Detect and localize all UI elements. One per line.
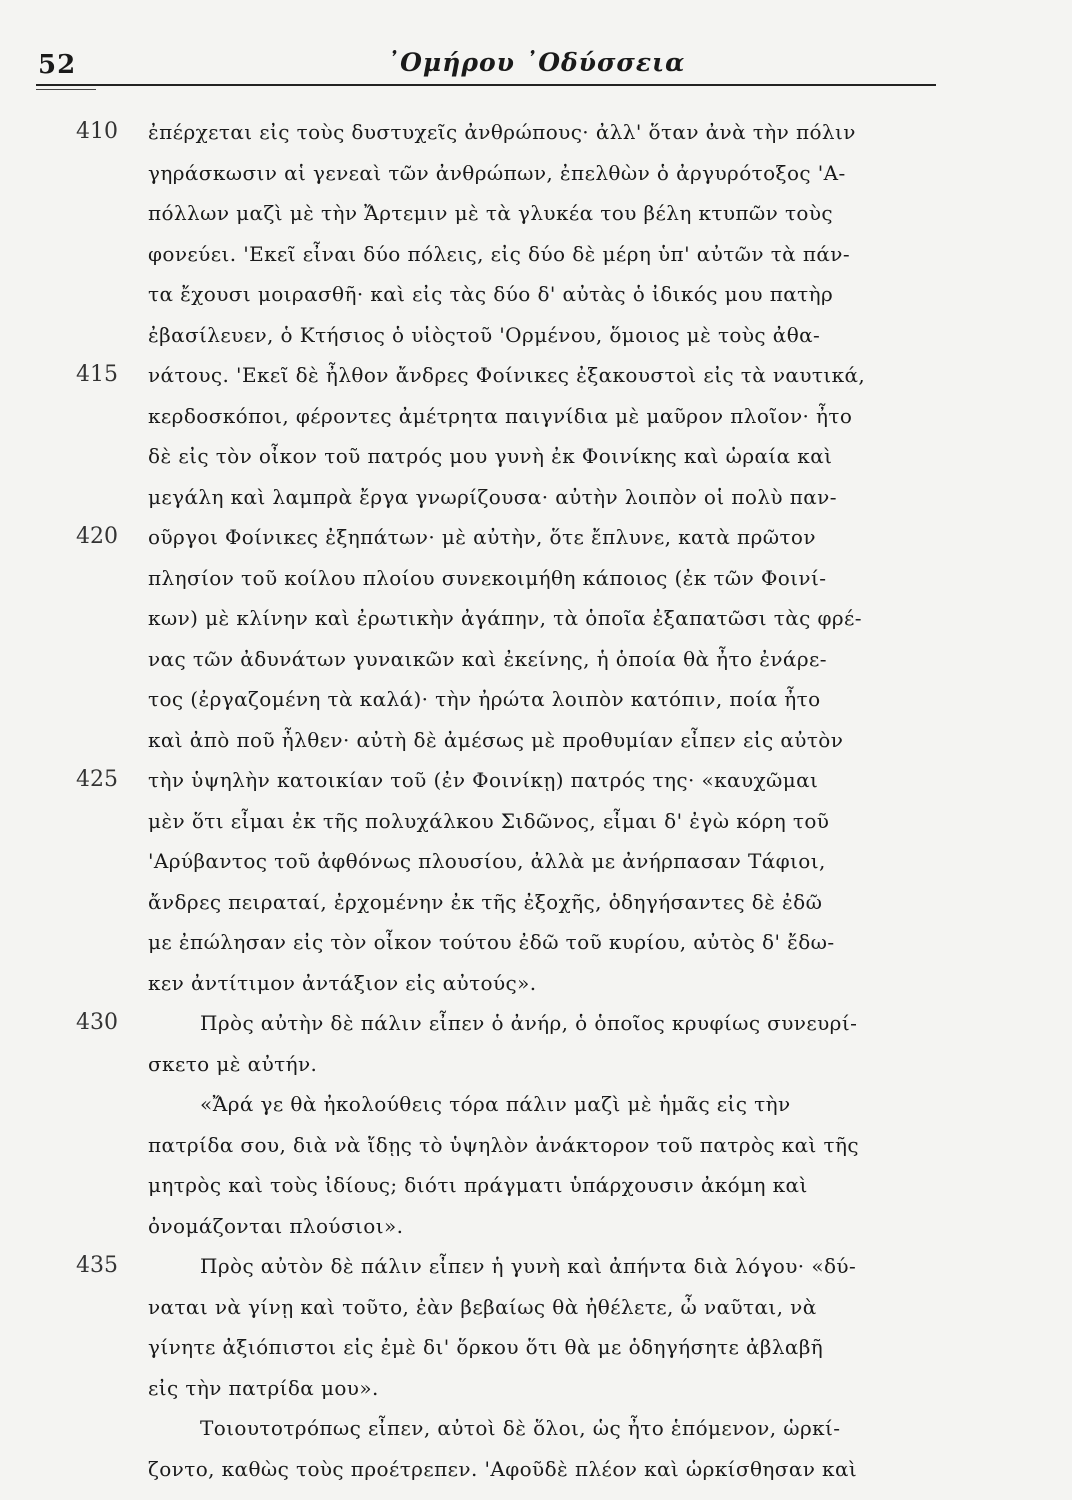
line-text: πλησίον τοῦ κοίλου πλοίου συνεκοιμήθη κάποιος (ἐκ τῶν Φοινί- bbox=[148, 565, 827, 590]
text-line bbox=[0, 882, 1072, 923]
text-line bbox=[0, 558, 1072, 599]
line-number: 410 bbox=[76, 119, 118, 144]
text-line bbox=[0, 1368, 1072, 1409]
line-text: τος (ἐργαζομένη τὰ καλά)· τὴν ἠρώτα λοιπὸν κατόπιν, ποία ἦτο bbox=[148, 687, 821, 711]
text-line bbox=[0, 153, 1072, 194]
line-text: «Ἄρά γε θὰ ἠκολούθεις τόρα πάλιν μαζὶ μὲ ἡμᾶς εἰς τὴν bbox=[200, 1092, 791, 1116]
text-line bbox=[0, 720, 1072, 761]
line-text: ἐπέρχεται εἰς τοὺς δυστυχεῖς ἀνθρώπους· ἀλλ' ὅταν ἀνὰ τὴν πόλιν bbox=[148, 120, 856, 144]
text-line bbox=[0, 396, 1072, 437]
running-title: ᾿Ομήρου ᾿Οδύσσεια bbox=[386, 48, 686, 77]
text-line bbox=[0, 1449, 1072, 1490]
text-line bbox=[0, 1206, 1072, 1247]
line-text: Τοιουτοτρόπως εἶπεν, αὐτοὶ δὲ ὅλοι, ὡς ἦτο ἑπόμενον, ὡρκί- bbox=[200, 1416, 841, 1440]
line-text: φονεύει. 'Εκεῖ εἶναι δύο πόλεις, εἰς δύο δὲ μέρη ὑπ' αὐτῶν τὰ πάν- bbox=[148, 241, 850, 266]
line-text: καὶ ἀπὸ ποῦ ἦλθεν· αὐτὴ δὲ ἀμέσως μὲ προθυμίαν εἶπεν εἰς αὐτὸν bbox=[148, 727, 844, 752]
line-number: 420 bbox=[76, 524, 118, 549]
line-number: 425 bbox=[76, 767, 118, 792]
text-line bbox=[0, 1044, 1072, 1085]
text-line bbox=[0, 355, 1072, 396]
text-line bbox=[0, 963, 1072, 1004]
text-line bbox=[0, 760, 1072, 801]
line-text: πατρίδα σου, διὰ νὰ ἴδῃς τὸ ὑψηλὸν ἀνάκτορον τοῦ πατρὸς καὶ τῆς bbox=[148, 1132, 859, 1157]
line-text: ἄνδρες πειραταί, ἐρχομένην ἐκ τῆς ἐξοχῆς, ὁδηγήσαντες δὲ ἐδῶ bbox=[148, 889, 823, 914]
text-line bbox=[0, 1003, 1072, 1044]
line-text: ζοντο, καθὼς τοὺς προέτρεπεν. 'Αφοῦδὲ πλέον καὶ ὡρκίσθησαν καὶ bbox=[148, 1456, 858, 1481]
line-text: με ἐπώλησαν εἰς τὸν οἶκον τούτου ἐδῶ τοῦ κυρίου, αὐτὸς δ' ἔδω- bbox=[148, 930, 835, 954]
text-line bbox=[0, 841, 1072, 882]
text-line bbox=[0, 801, 1072, 842]
text-line bbox=[0, 1327, 1072, 1368]
text-line bbox=[0, 274, 1072, 315]
text-line bbox=[0, 477, 1072, 518]
text-line bbox=[0, 1084, 1072, 1125]
line-text: ναται νὰ γίνῃ καὶ τοῦτο, ἐὰν βεβαίως θὰ ἠθέλετε, ὦ ναῦται, νὰ bbox=[148, 1294, 817, 1319]
text-line bbox=[0, 112, 1072, 153]
text-line bbox=[0, 1125, 1072, 1166]
line-text: δὲ εἰς τὸν οἶκον τοῦ πατρός μου γυνὴ ἐκ Φοινίκης καὶ ὡραία καὶ bbox=[148, 444, 833, 468]
line-text: Πρὸς αὐτὴν δὲ πάλιν εἶπεν ὁ ἀνήρ, ὁ ὁποῖος κρυφίως συνευρί- bbox=[200, 1011, 858, 1035]
text-line bbox=[0, 1165, 1072, 1206]
line-text: Πρὸς αὐτὸν δὲ πάλιν εἶπεν ἡ γυνὴ καὶ ἀπήντα διὰ λόγου· «δύ- bbox=[200, 1254, 857, 1278]
line-text: οῦργοι Φοίνικες ἐξηπάτων· μὲ αὐτὴν, ὅτε ἔπλυνε, κατὰ πρῶτον bbox=[148, 525, 816, 549]
line-text: μὲν ὅτι εἶμαι ἐκ τῆς πολυχάλκου Σιδῶνος, εἶμαι δ' ἐγὼ κόρη τοῦ bbox=[148, 808, 830, 833]
line-text: κερδοσκόποι, φέροντες ἀμέτρητα παιγνίδια μὲ μαῦρον πλοῖον· ἦτο bbox=[148, 403, 853, 428]
line-text: κεν ἀντίτιμον ἀντάξιον εἰς αὐτούς». bbox=[148, 970, 537, 995]
line-text: νας τῶν ἀδυνάτων γυναικῶν καὶ ἐκείνης, ἡ ὁποία θὰ ἦτο ἐνάρε- bbox=[148, 646, 827, 671]
text-body bbox=[0, 112, 1072, 1489]
line-text: γίνητε ἀξιόπιστοι εἰς ἐμὲ δι' ὅρκου ὅτι θὰ με ὁδηγήσητε ἀβλαβῆ bbox=[148, 1335, 824, 1359]
line-number: 435 bbox=[76, 1253, 118, 1278]
header-rule-ornament bbox=[36, 89, 96, 90]
line-text: μεγάλη καὶ λαμπρὰ ἔργα γνωρίζουσα· αὐτὴν λοιπὸν οἱ πολὺ παν- bbox=[148, 484, 837, 509]
text-line bbox=[0, 315, 1072, 356]
line-text: σκετο μὲ αὐτήν. bbox=[148, 1051, 318, 1076]
text-line bbox=[0, 234, 1072, 275]
line-text: πόλλων μαζὶ μὲ τὴν Ἄρτεμιν μὲ τὰ γλυκέα του βέλη κτυπῶν τοὺς bbox=[148, 201, 834, 225]
line-text: γηράσκωσιν αἱ γενεαὶ τῶν ἀνθρώπων, ἐπελθὼν ὁ ἀργυρότοξος 'Α- bbox=[148, 160, 846, 185]
line-text: ἐβασίλευεν, ὁ Κτήσιος ὁ υἱὸςτοῦ 'Ορμένου, ὅμοιος μὲ τοὺς ἀθα- bbox=[148, 322, 821, 347]
line-text: μητρὸς καὶ τοὺς ἰδίους; διότι πράγματι ὑπάρχουσιν ἀκόμη καὶ bbox=[148, 1173, 808, 1197]
line-text: τὴν ὑψηλὴν κατοικίαν τοῦ (ἐν Φοινίκῃ) πατρός της· «καυχῶμαι bbox=[148, 768, 819, 792]
text-line bbox=[0, 1246, 1072, 1287]
text-line bbox=[0, 922, 1072, 963]
line-text: τα ἔχουσι μοιρασθῆ· καὶ εἰς τὰς δύο δ' αὐτὰς ὁ ἰδικός μου πατὴρ bbox=[148, 282, 834, 306]
line-text: ὀνομάζονται πλούσιοι». bbox=[148, 1213, 404, 1238]
header-rule bbox=[36, 84, 936, 86]
text-line bbox=[0, 517, 1072, 558]
text-line bbox=[0, 436, 1072, 477]
text-line bbox=[0, 193, 1072, 234]
text-line bbox=[0, 679, 1072, 720]
line-text: εἰς τὴν πατρίδα μου». bbox=[148, 1375, 379, 1400]
line-text: νάτους. 'Εκεῖ δὲ ἦλθον ἄνδρες Φοίνικες ἐξακουστοὶ εἰς τὰ ναυτικά, bbox=[148, 363, 866, 387]
line-text: κων) μὲ κλίνην καὶ ἐρωτικὴν ἀγάπην, τὰ ὁποῖα ἐξαπατῶσι τὰς φρέ- bbox=[148, 606, 862, 630]
line-text: 'Αρύβαντος τοῦ ἀφθόνως πλουσίου, ἀλλὰ με ἀνήρπασαν Τάφιοι, bbox=[148, 849, 826, 873]
text-line bbox=[0, 598, 1072, 639]
text-line bbox=[0, 1408, 1072, 1449]
page-number: 52 bbox=[38, 50, 77, 80]
line-number: 430 bbox=[76, 1010, 118, 1035]
text-line bbox=[0, 1287, 1072, 1328]
text-line bbox=[0, 639, 1072, 680]
line-number: 415 bbox=[76, 362, 118, 387]
